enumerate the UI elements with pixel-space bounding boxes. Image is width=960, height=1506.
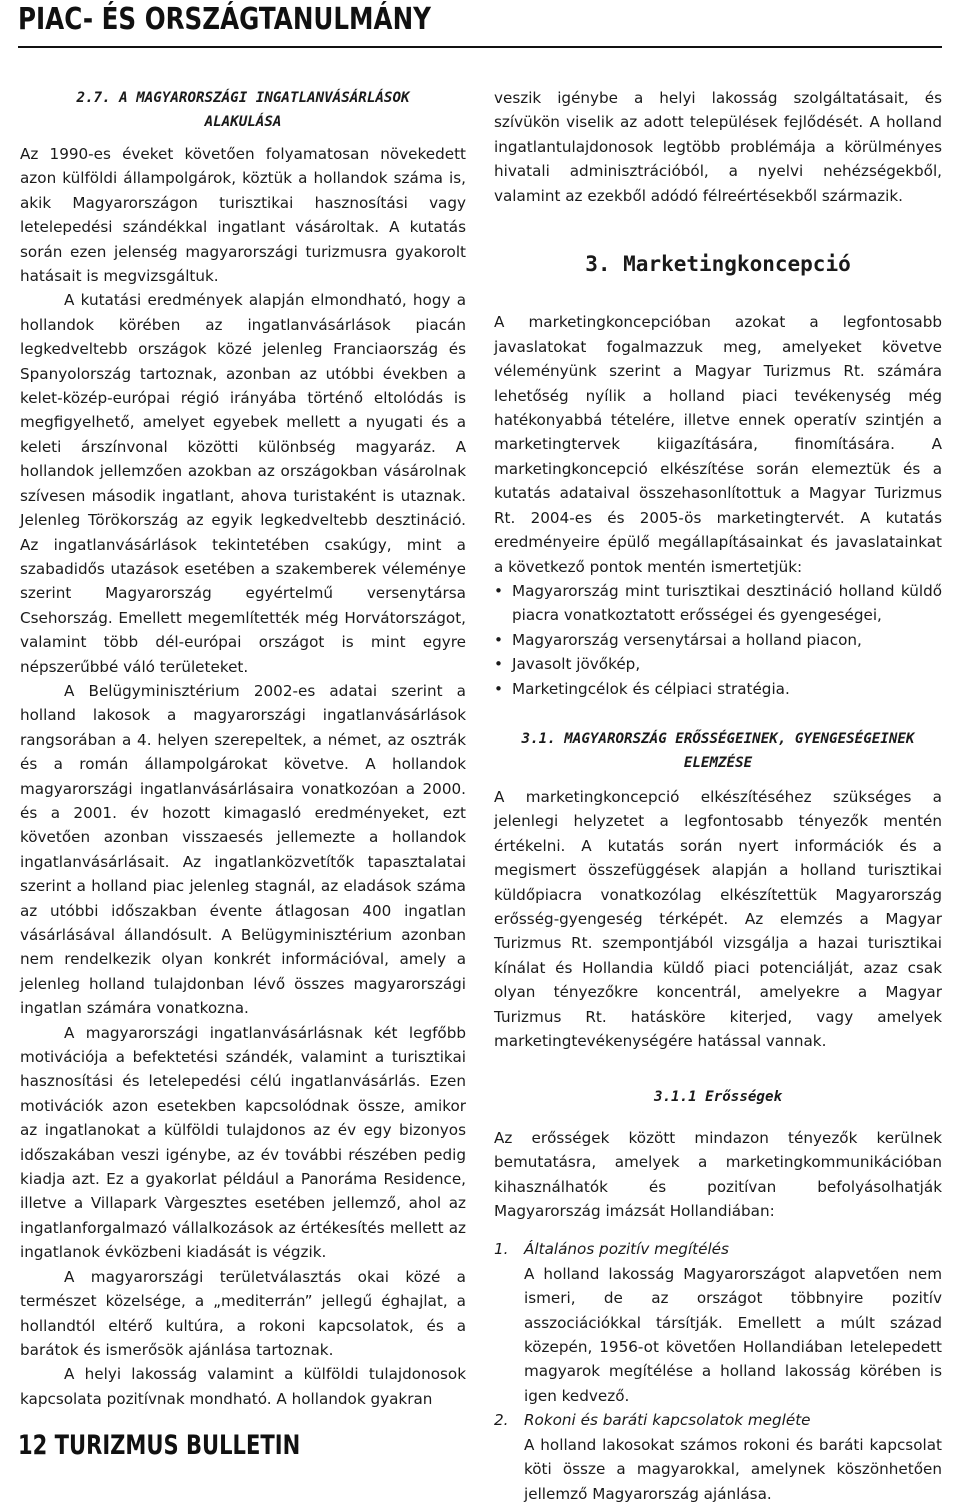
bullet-item: • Magyarország mint turisztikai desztináció holland küldő piacra vonatkoztatott erősségei és gyengeségei, xyxy=(512,579,942,628)
numbered-list xyxy=(494,1237,942,1505)
numbered-item xyxy=(494,1408,942,1506)
paragraph: A magyarországi területválasztás okai közé a természet közelsége, a „mediterrán” jellegű éghajlat, a hollandtól eltérő kultúra, a rokoni kapcsolatok, és a barátok és ismerősök ajánlása tartoznak. xyxy=(20,1267,466,1359)
bullet-item: • Javasolt jövőkép, xyxy=(512,652,942,676)
section-title: 3.1. MAGYARORSZÁG ERŐSSÉGEINEK, GYENGESÉGEINEK xyxy=(521,730,915,747)
numbered-item xyxy=(494,1237,942,1408)
section-title-continued: ELEMZÉSE xyxy=(683,754,753,771)
item-number: 2. xyxy=(494,1411,509,1430)
item-text: A holland lakosság Magyarországot alapvetően nem ismeri, de az országot többnyire pozitív asszociációkkal társítják. Emellett a múlt század közepén, 1956-ot követően Hollandiában letelepedett magyarok megítélése a holland lakosság körében is igen kedvező. xyxy=(524,1264,942,1405)
paragraph: A kutatási eredmények alapján elmondható, hogy a hollandok körében az ingatlanvásárlások piacán legkedveltebb országok közé jelenleg Franciaország és Spanyolország tartoznak, azonban az utóbbi években a kelet-közép-európai régió irányába történő eltolódás is megfigyelhető, amelyet egyebek mellett a nyugati és a keleti árszínvonal közötti különbség magyaráz. A hollandok jellemzően azokban az országokban vásárolnak szívesen második ingatlant, ahova turistaként is utaznak. Jelenleg Törökország az egyik legkedveltebb desztináció. Az ingatlanvásárlások tekintetében csakúgy, mint a szabadidős utazások esetében a szakemberek véleménye szerint Magyarország egyértelmű versenytársa Csehország. Emellett megemlítették még Horvátországot, valamint több dél-európai országot is mint egyre népszerűbbé váló területeket. xyxy=(20,291,466,676)
paragraph: veszik igénybe a helyi lakosság szolgáltatásait, és szívükön viselik az adott települések fejlődését. A holland ingatlantulajdonosok legtöbb problémája a körülményes hivatali adminisztrációból, a nyelvi nehézségekből, valamint az ezekből adódó félreértésekből származik. xyxy=(494,89,942,205)
page-header xyxy=(18,0,942,48)
page-footer: 12 TURIZMUS BULLETIN xyxy=(18,1430,301,1461)
section-title-continued: ALAKULÁSA xyxy=(204,114,282,130)
left-column xyxy=(20,86,466,1411)
subsection-heading: 3.1.1 Erősségek xyxy=(653,1089,783,1106)
paragraph: A helyi lakosság valamint a külföldi tulajdonosok kapcsolata pozitívnak mondható. A hollandok gyakran xyxy=(20,1365,466,1408)
bullet-item: • Marketingcélok és célpiaci stratégia. xyxy=(512,677,942,701)
paragraph: A marketingkoncepcióban azokat a legfontosabb javaslatokat fogalmazzuk meg, amelyeket követve véleményünk szerint a Magyar Turizmus Rt. számára lehetőség nyílik a holland piaci tevékenység még hatékonyabbá tételére, illetve ennek operatív szintjén a marketingtervek kiigazítására, finomítására. A marketingkoncepció elkészítése során elemeztük és a kutatás adataival összehasonlítottuk a Magyar Turizmus Rt. 2004-es és 2005-ös marketingtervét. A kutatás eredményeire épülő megállapításainkat és javaslatainkat a következő pontok mentén ismertetjük: xyxy=(494,313,942,576)
paragraph: A magyarországi ingatlanvásárlásnak két legfőbb motivációja a befektetési szándék, valamint a turisztikai hasznosítási és letelepedési célú ingatlanvásárlás. Ezen motivációk azon esetekben kapcsolódnak össze, amikor az ingatlanokat a külföldi tulajdonos az év egy bizonyos időszakában veszi igénybe, az év további részében pedig kiadja azt. Ez a gyakorlat például a Panoráma Residence, illetve a Villapark Vàrgesztes esetében jellemző, ahol az ingatlanforgalmazó vállalkozások az értékesítés mellett az ingatlanok évközbeni kiadását is végzik. xyxy=(20,1023,466,1262)
paragraph: A Belügyminisztérium 2002-es adatai szerint a holland lakosok a magyarországi ingatlanvásárlások rangsorában a 4. helyen szerepeltek, a német, az osztrák és a román állampolgárokat követve. A hollandok magyarországi ingatlanvásárlásaira vonatkozóan a 2000. és a 2001. év hozott kimagasló eredményeket, ezt követően azonban visszaesés jellemezte a hollandok ingatlanvásárlásait. Az ingatlanközvetítők tapasztalatai szerint a holland piac jelenleg stagnál, az eladások száma az utóbbi időszakban évente átlagosan 400 ingatlan vásárlásával állandósult. A Belügyminisztérium azonban nem rendelkezik olyan konkrét információval, amely a jelenleg holland tulajdonban lévő összes magyarországi ingatlan számára vonatkozna. xyxy=(20,681,466,1018)
running-title: PIAC- ÉS ORSZÁGTANULMÁNY xyxy=(18,2,431,37)
item-title: Általános pozitív megítélés xyxy=(524,1240,729,1259)
bullet-list xyxy=(494,579,942,701)
paragraph: Az erősségek között mindazon tényezők kerülnek bemutatásra, amelyek a marketingkommunikációban kihasználhatók és pozitívan befolyásolhatják Magyarország imázsát Hollandiában: xyxy=(494,1128,942,1221)
item-title: Rokoni és baráti kapcsolatok megléte xyxy=(524,1411,811,1430)
right-column xyxy=(494,86,942,1506)
chapter-heading: 3. Marketingkoncepció xyxy=(585,252,851,277)
item-number: 1. xyxy=(494,1240,509,1259)
item-text: A holland lakosokat számos rokoni és baráti kapcsolat köti össze a magyarokkal, amelynek köszönhetően jellemző Magyarország ajánlása. xyxy=(524,1435,942,1503)
section-title: 2.7. A MAGYARORSZÁGI INGATLANVÁSÁRLÁSOK xyxy=(76,90,410,106)
paragraph: Az 1990-es éveket követően folyamatosan növekedett azon külföldi állampolgárok, köztük a hollandok száma is, akik Magyarországon turisztikai hasznosítási vagy letelepedési szándékkal ingatlant vásároltak. A kutatás során ezen jelenség magyarországi turizmusra gyakorolt hatásait is megvizsgáltuk. xyxy=(20,145,466,286)
bullet-item: • Magyarország versenytársai a holland piacon, xyxy=(512,628,942,652)
paragraph: A marketingkoncepció elkészítéséhez szükséges a jelenlegi helyzetet a legfontosabb tényezők mentén értékelni. A kutatás során nyert információk és a megismert összefüggések alapján a holland turisztikai küldőpiacra vonatkozólag elkészítettük Magyarország erősség-gyengeség térképét. Az elemzés a Magyar Turizmus Rt. szempontjából vizsgálja a hazai turisztikai kínálat és Hollandia küldő piaci potenciálját, azaz csak olyan tényezőkre koncentrál, amelyekre a Magyar Turizmus Rt. hatásköre kiterjed, vagy amelyek marketingtevékenységére hatással vannak. xyxy=(494,787,942,1050)
